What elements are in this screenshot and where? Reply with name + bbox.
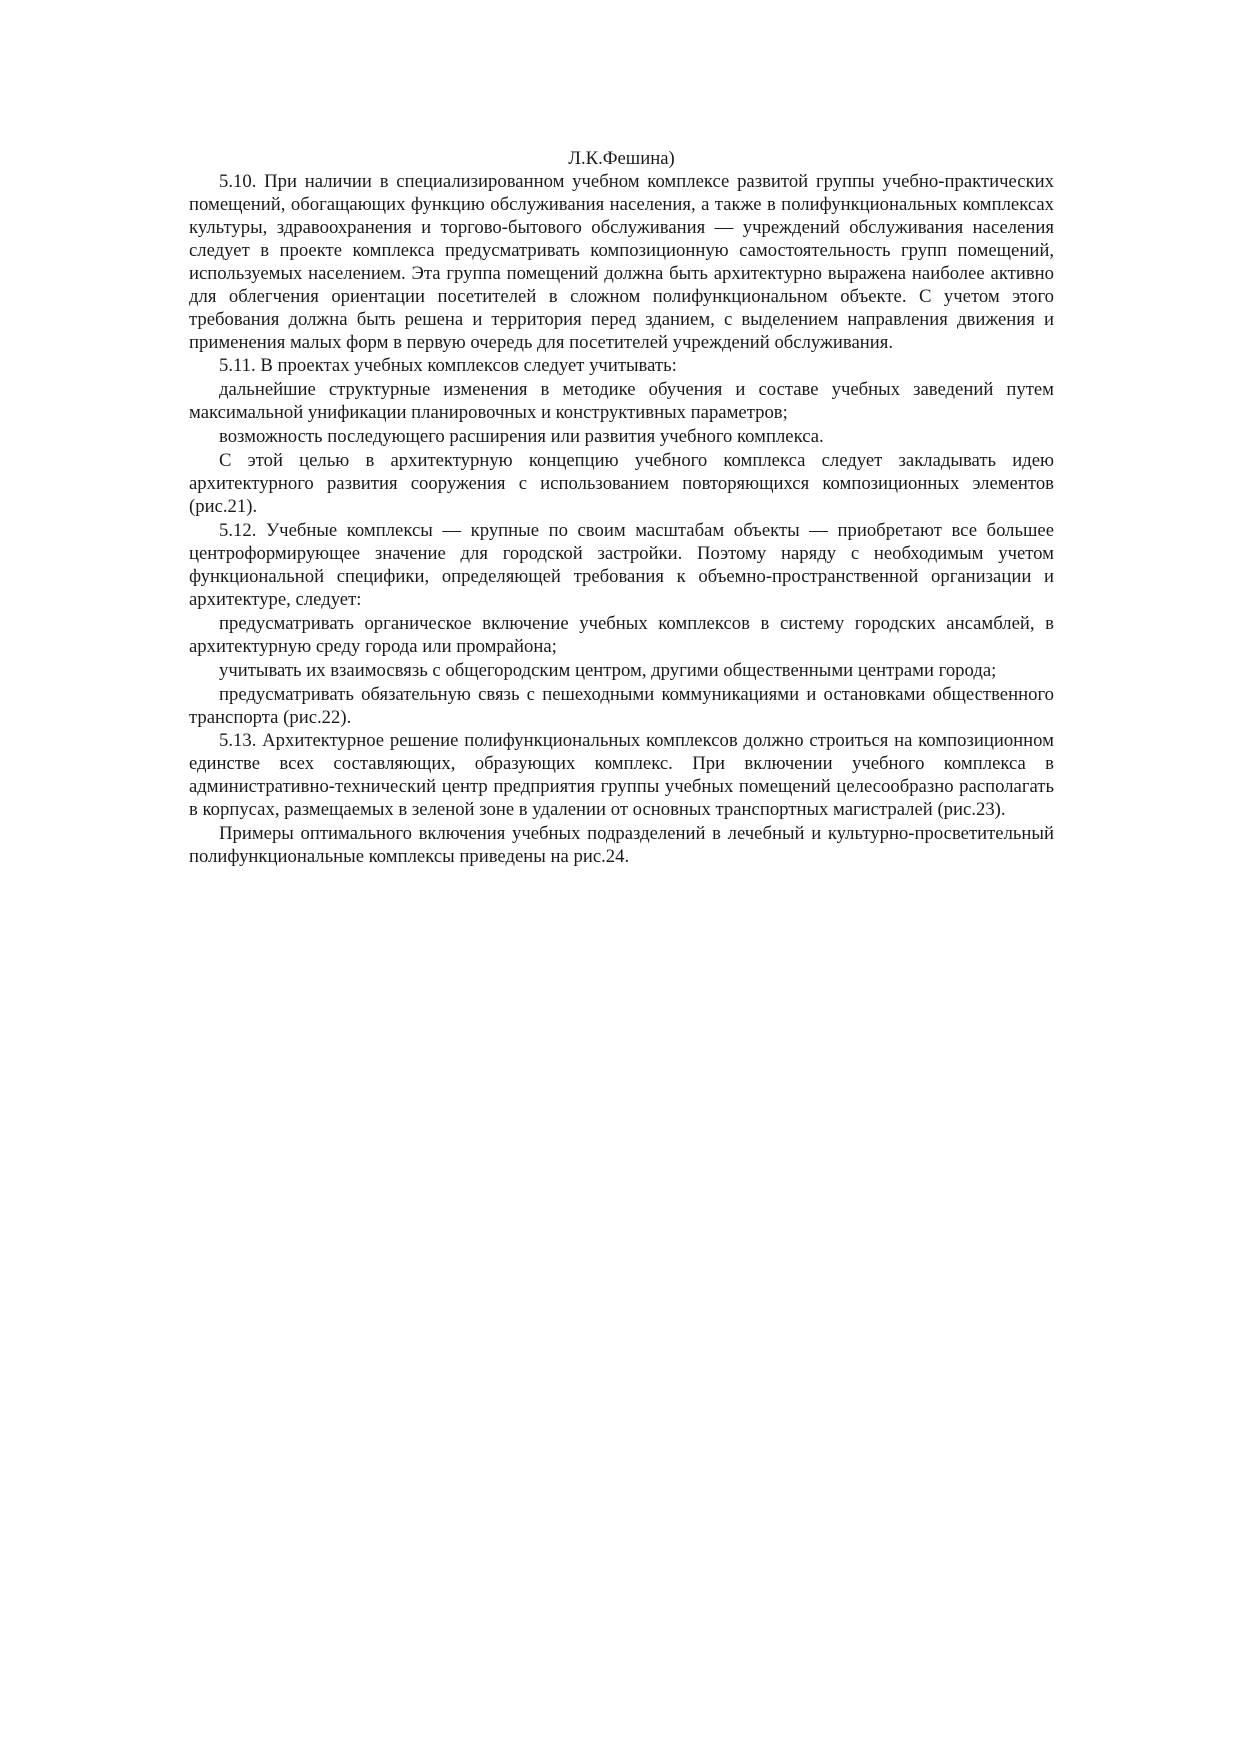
list-item-transport: предусматривать обязательную связь с пешеходными коммуникациями и остановками общественного транспорта (рис.22).	[189, 684, 1054, 728]
list-item-city-center: учитывать их взаимосвязь с общегородским центром, другими общественными центрами города;	[219, 660, 997, 681]
list-item-ensembles: предусматривать органическое включение учебных комплексов в систему городских ансамблей, в архитектурную среду города или промрайона;	[189, 613, 1054, 657]
paragraph-5-10: 5.10. При наличии в специализированном учебном комплексе развитой группы учебно-практических помещений, обогащающих функцию обслуживания населения, а также в полифункциональных комплексах культуры, здравоохранения и торгово-бытового обслуживания — учреждений обслуживания населения следует в проекте комплекса предусматривать композиционную самостоятельность групп помещений, используемых населением. Эта группа помещений должна быть архитектурно выражена наиболее активно для облегчения ориентации посетителей в сложном полифункциональном объекте. С учетом этого требования должна быть решена и территория перед зданием, с выделением направления движения и применения малых форм в первую очередь для посетителей учреждений обслуживания.	[189, 171, 1054, 353]
paragraph-5-12: 5.12. Учебные комплексы — крупные по своим масштабам объекты — приобретают все большее центроформирующее значение для городской застройки. Поэтому наряду с необходимым учетом функциональной специфики, определяющей требования к объемно-пространственной организации и архитектуре, следует:	[189, 520, 1054, 610]
document-page	[189, 147, 1054, 868]
list-item-structural-changes: дальнейшие структурные изменения в методике обучения и составе учебных заведений путем максимальной унификации планировочных и конструктивных параметров;	[189, 379, 1054, 423]
paragraph-examples: Примеры оптимального включения учебных подразделений в лечебный и культурно-просветительный полифункциональные комплексы приведены на рис.24.	[189, 823, 1054, 867]
list-item-expansion: возможность последующего расширения или развития учебного комплекса.	[219, 426, 824, 447]
paragraph-architectural-concept: С этой целью в архитектурную концепцию учебного комплекса следует закладывать идею архитектурного развития сооружения с использованием повторяющихся композиционных элементов (рис.21).	[189, 450, 1054, 517]
paragraph-5-13: 5.13. Архитектурное решение полифункциональных комплексов должно строиться на композиционном единстве всех составляющих, образующих комплекс. При включении учебного комплекса в административно-технический центр предприятия группы учебных помещений целесообразно располагать в корпусах, размещаемых в зеленой зоне в удалении от основных транспортных магистралей (рис.23).	[189, 730, 1054, 820]
document-heading: Л.К.Фешина)	[568, 148, 675, 169]
paragraph-5-11: 5.11. В проектах учебных комплексов следует учитывать:	[219, 355, 677, 376]
